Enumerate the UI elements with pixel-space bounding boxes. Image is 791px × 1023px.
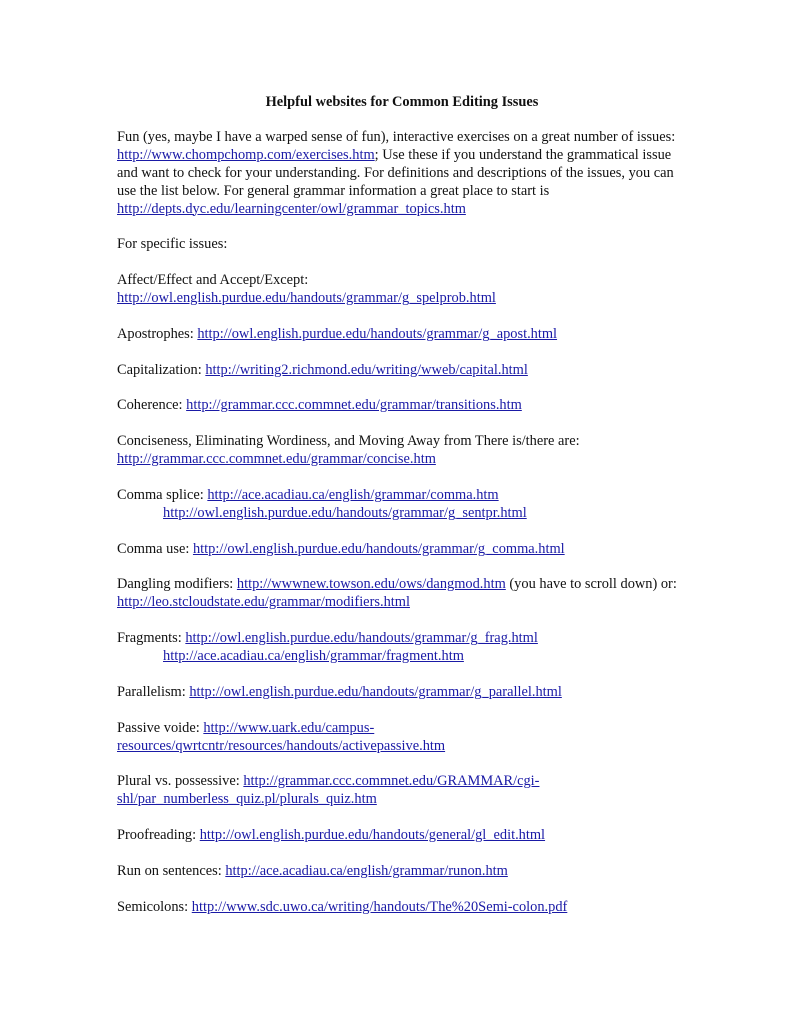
item-label: Affect/Effect and Accept/Except: <box>117 272 309 289</box>
item-label: Comma use: <box>117 540 193 557</box>
page-title: Helpful websites for Common Editing Issues <box>265 94 539 110</box>
item-semicolons <box>117 899 687 917</box>
item-apostrophes <box>117 326 687 344</box>
chompchomp-link[interactable]: http://www.chompchomp.com/exercises.htm <box>117 146 375 163</box>
item-comma-use <box>117 541 687 559</box>
document-page <box>117 94 687 934</box>
indent-block <box>117 505 527 523</box>
item-link[interactable]: http://grammar.ccc.commnet.edu/grammar/concise.htm <box>117 451 436 468</box>
item-link[interactable]: http://grammar.ccc.commnet.edu/GRAMMAR/cgi- <box>243 773 540 790</box>
item-link[interactable]: http://writing2.richmond.edu/writing/wweb/capital.html <box>205 361 528 378</box>
item-dangling-modifiers <box>117 576 687 612</box>
item-label: Dangling modifiers: <box>117 576 237 593</box>
item-label: Plural vs. possessive: <box>117 773 244 790</box>
item-link[interactable]: http://www.sdc.uwo.ca/writing/handouts/The%20Semi-colon.pdf <box>191 898 568 915</box>
item-capitalization <box>117 362 687 380</box>
item-link[interactable]: http://owl.english.purdue.edu/handouts/grammar/g_comma.html <box>192 540 565 557</box>
item-proofreading <box>117 827 687 845</box>
item-label: Apostrophes: <box>117 325 198 342</box>
item-label: Conciseness, Eliminating Wordiness, and Moving Away from There is/there are: <box>117 433 580 450</box>
item-run-on-sentences <box>117 863 687 881</box>
item-passive-voice <box>117 720 687 756</box>
item-link-secondary[interactable]: http://owl.english.purdue.edu/handouts/grammar/g_sentpr.html <box>163 504 527 521</box>
item-coherence <box>117 397 687 415</box>
item-link-continued[interactable]: shl/par_numberless_quiz.pl/plurals_quiz.htm <box>117 791 377 808</box>
item-link[interactable]: http://owl.english.purdue.edu/handouts/grammar/g_frag.html <box>185 630 538 647</box>
item-conciseness <box>117 433 687 469</box>
item-link[interactable]: http://grammar.ccc.commnet.edu/grammar/transitions.htm <box>186 397 522 414</box>
item-label: Proofreading: <box>117 827 200 844</box>
item-label: Semicolons: <box>117 898 192 915</box>
item-fragments <box>117 630 687 666</box>
item-affect-effect <box>117 272 687 308</box>
item-plural-possessive <box>117 773 687 809</box>
item-parallelism <box>117 684 687 702</box>
item-link-secondary[interactable]: http://ace.acadiau.ca/english/grammar/fragment.htm <box>163 648 464 665</box>
indent-block <box>117 648 464 666</box>
item-label: Fragments: <box>117 630 186 647</box>
item-label: Comma splice: <box>117 486 208 503</box>
item-label: Parallelism: <box>117 683 190 700</box>
intro-paragraph <box>117 129 687 219</box>
item-label: Capitalization: <box>117 361 206 378</box>
item-note: (you have to scroll down) or: <box>505 576 677 593</box>
item-comma-splice <box>117 487 687 523</box>
intro-text-2: ; Use these if you understand the grammatical issue and want to check for your understanding. For definitions and descriptions of the issues, you can use the list below. For general grammar information a great place to start is <box>117 146 674 199</box>
item-link[interactable]: http://owl.english.purdue.edu/handouts/grammar/g_spelprob.html <box>117 290 496 307</box>
item-label: Passive voide: <box>117 719 204 736</box>
item-link[interactable]: http://ace.acadiau.ca/english/grammar/runon.htm <box>225 862 508 879</box>
item-link-continued[interactable]: resources/qwrtcntr/resources/handouts/activepassive.htm <box>117 737 446 754</box>
item-label: Run on sentences: <box>117 862 226 879</box>
item-link[interactable]: http://owl.english.purdue.edu/handouts/grammar/g_parallel.html <box>189 683 562 700</box>
item-link[interactable]: http://ace.acadiau.ca/english/grammar/comma.htm <box>207 486 499 503</box>
item-link[interactable]: http://owl.english.purdue.edu/handouts/grammar/g_apost.html <box>197 325 558 342</box>
item-link[interactable]: http://www.uark.edu/campus- <box>203 719 375 736</box>
intro-text-1: Fun (yes, maybe I have a warped sense of fun), interactive exercises on a great number of issues: <box>117 128 676 145</box>
grammar-topics-link[interactable]: http://depts.dyc.edu/learningcenter/owl/grammar_topics.htm <box>117 200 466 217</box>
specific-issues-label: For specific issues: <box>117 236 228 253</box>
item-link[interactable]: http://wwwnew.towson.edu/ows/dangmod.htm <box>236 576 506 593</box>
item-label: Coherence: <box>117 397 187 414</box>
item-link-secondary[interactable]: http://leo.stcloudstate.edu/grammar/modifiers.html <box>117 594 410 611</box>
item-link[interactable]: http://owl.english.purdue.edu/handouts/general/gl_edit.html <box>199 827 546 844</box>
